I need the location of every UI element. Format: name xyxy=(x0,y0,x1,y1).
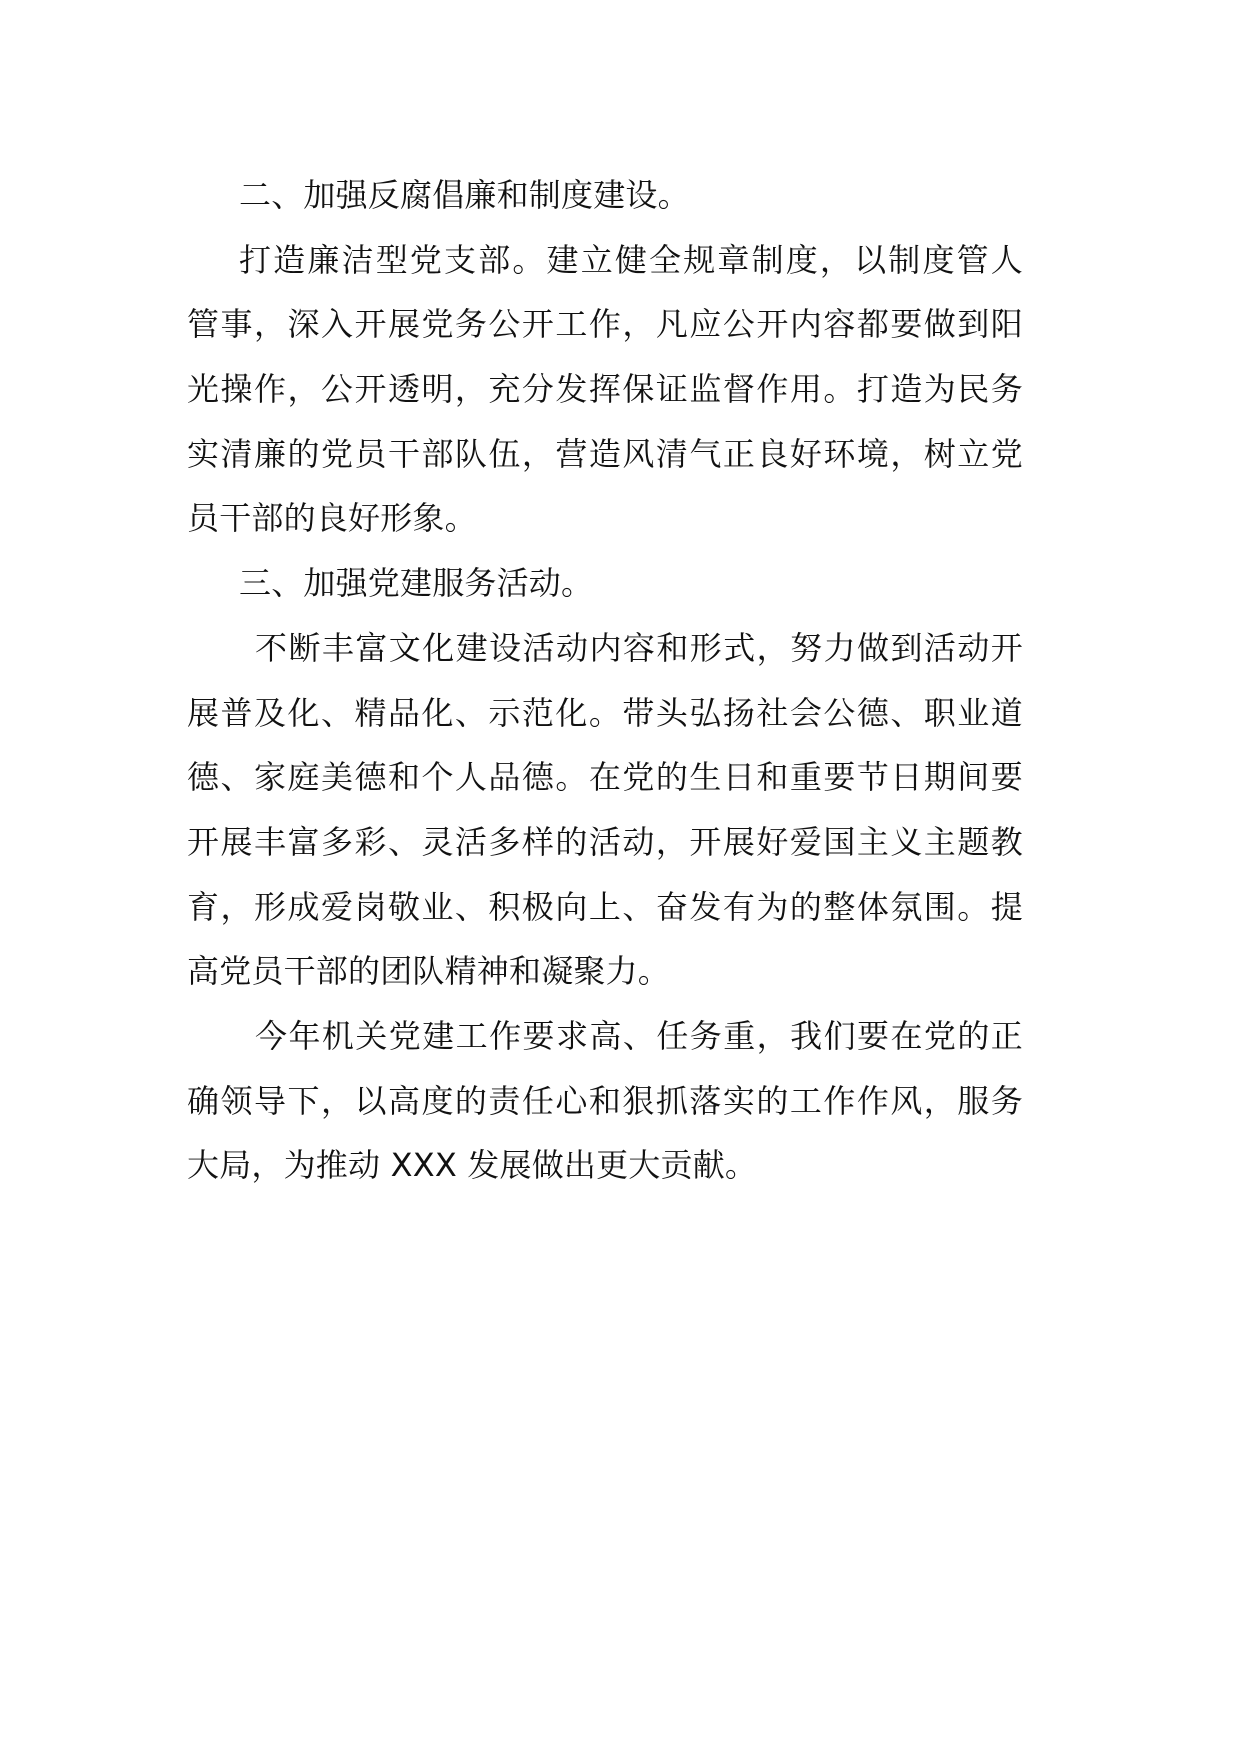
paragraph-line: 育，形成爱岗敬业、积极向上、奋发有为的整体氛围。提 xyxy=(187,887,1023,926)
paragraph-line: 开展丰富多彩、灵活多样的活动，开展好爱国主义主题教 xyxy=(187,822,1023,861)
paragraph-line: 今年机关党建工作要求高、任务重，我们要在党的正 xyxy=(255,1016,1023,1055)
paragraph-line: 实清廉的党员干部队伍，营造风清气正良好环境，树立党 xyxy=(187,434,1023,473)
paragraph-line: 确领导下，以高度的责任心和狠抓落实的工作作风，服务 xyxy=(187,1081,1023,1120)
paragraph-line: 打造廉洁型党支部。建立健全规章制度，以制度管人 xyxy=(239,240,1023,279)
section-heading: 二、加强反腐倡廉和制度建设。 xyxy=(239,176,690,214)
paragraph-line: 员干部的良好形象。 xyxy=(187,499,477,538)
paragraph-line: 展普及化、精品化、示范化。带头弘扬社会公德、职业道 xyxy=(187,693,1023,732)
paragraph-line: 光操作，公开透明，充分发挥保证监督作用。打造为民务 xyxy=(187,370,1023,409)
paragraph-line: 德、家庭美德和个人品德。在党的生日和重要节日期间要 xyxy=(187,758,1023,797)
document-body xyxy=(187,163,1023,1198)
section-heading: 三、加强党建服务活动。 xyxy=(239,564,594,603)
paragraph-line: 大局，为推动 XXX 发展做出更大贡献。 xyxy=(187,1146,758,1185)
paragraph-line: 高党员干部的团队精神和凝聚力。 xyxy=(187,952,671,991)
paragraph-line: 不断丰富文化建设活动内容和形式，努力做到活动开 xyxy=(255,628,1023,667)
paragraph-line: 管事，深入开展党务公开工作，凡应公开内容都要做到阳 xyxy=(187,305,1023,344)
